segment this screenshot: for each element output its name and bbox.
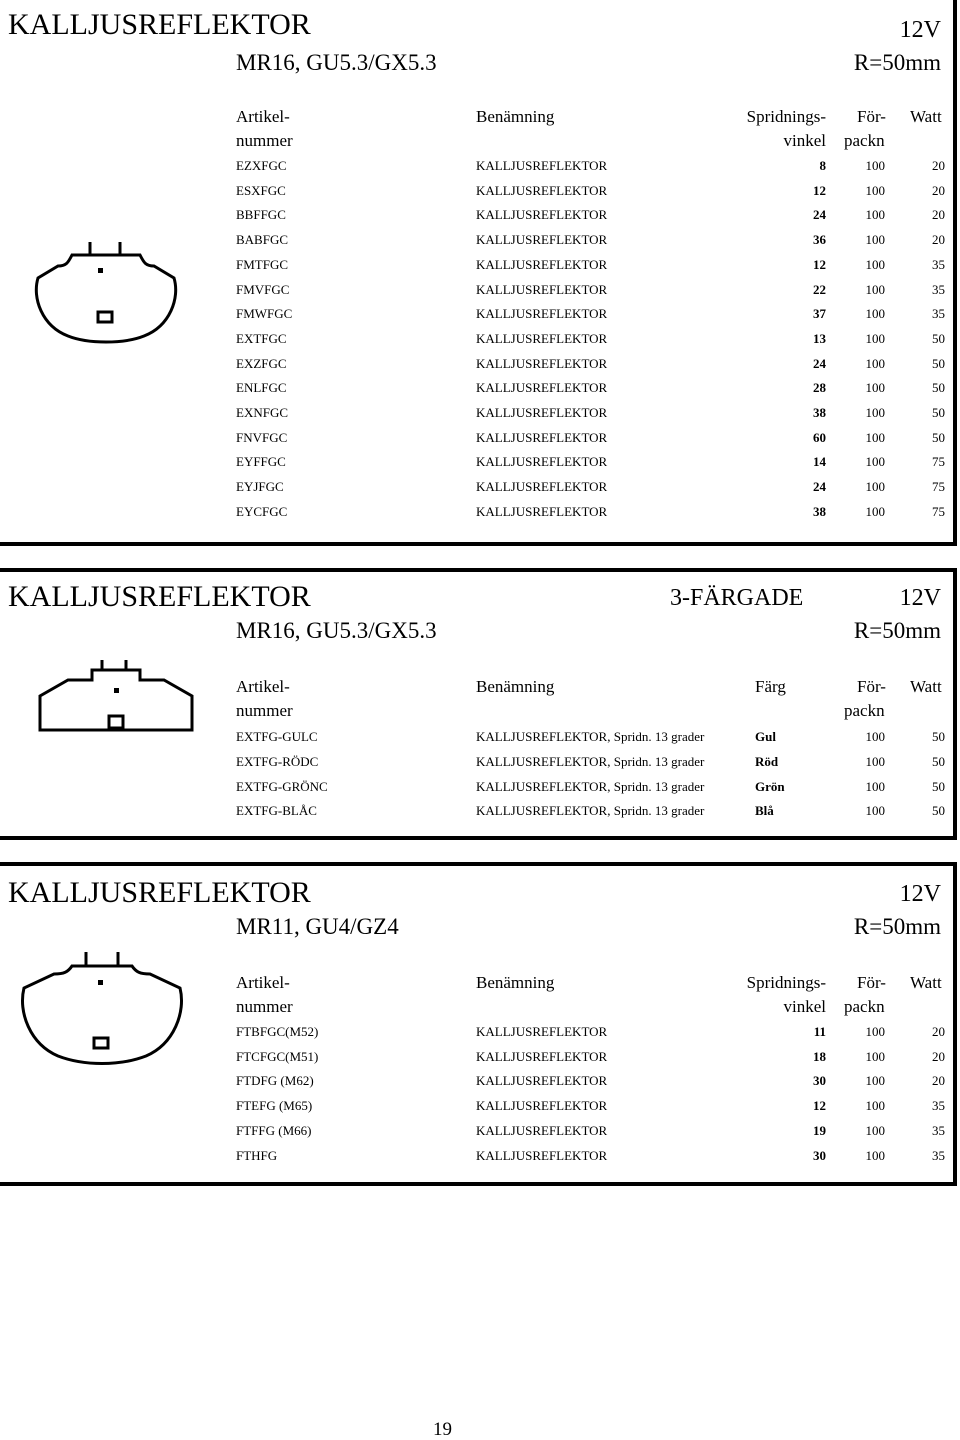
description: KALLJUSREFLEKTOR xyxy=(476,479,608,494)
header-benamning: Benämning xyxy=(476,973,555,992)
pack-size: 100 xyxy=(865,1073,885,1088)
lamp-reflector-icon xyxy=(28,238,184,348)
pack-size: 100 xyxy=(865,729,885,744)
pack-size: 100 xyxy=(865,803,885,818)
wattage: 20 xyxy=(932,1024,945,1039)
article-number: EXTFG-RÖDC xyxy=(236,754,319,769)
description: KALLJUSREFLEKTOR xyxy=(476,1024,608,1039)
pack-size: 100 xyxy=(865,306,885,321)
header-spridning: Spridnings- xyxy=(746,107,826,126)
wattage: 20 xyxy=(932,183,945,198)
header-vinkel: vinkel xyxy=(783,131,826,150)
color-name: Röd xyxy=(755,754,779,769)
article-number: EXTFGC xyxy=(236,331,287,346)
header-watt: Watt xyxy=(910,973,942,992)
header-nummer: nummer xyxy=(236,131,293,150)
description: KALLJUSREFLEKTOR xyxy=(476,282,608,297)
pack-size: 100 xyxy=(865,430,885,445)
wattage: 50 xyxy=(932,754,945,769)
description: KALLJUSREFLEKTOR xyxy=(476,331,608,346)
article-number: FTBFGC(M52) xyxy=(236,1024,319,1039)
product-section-mr16 xyxy=(0,0,957,546)
description: KALLJUSREFLEKTOR, Spridn. 13 grader xyxy=(476,803,705,818)
spread-angle: 18 xyxy=(813,1049,826,1064)
radius-label: R=50mm xyxy=(853,50,941,75)
pack-size: 100 xyxy=(865,1024,885,1039)
description: KALLJUSREFLEKTOR xyxy=(476,1098,608,1113)
section-title: KALLJUSREFLEKTOR xyxy=(8,8,311,41)
spread-angle: 24 xyxy=(813,356,826,371)
wattage: 50 xyxy=(932,380,945,395)
spread-angle: 60 xyxy=(813,430,826,445)
header-artikel: Artikel- xyxy=(236,107,290,126)
section-title: KALLJUSREFLEKTOR xyxy=(8,876,311,909)
wattage: 50 xyxy=(932,803,945,818)
wattage: 35 xyxy=(932,1123,945,1138)
article-number: FTFFG (M66) xyxy=(236,1123,312,1138)
page-number: 19 xyxy=(433,1419,452,1440)
pack-size: 100 xyxy=(865,479,885,494)
header-artikel: Artikel- xyxy=(236,677,290,696)
product-section-3-colored xyxy=(0,568,957,840)
section-title-colored: 3-FÄRGADE xyxy=(670,585,804,611)
wattage: 20 xyxy=(932,232,945,247)
spread-angle: 28 xyxy=(813,380,826,395)
article-number: FTHFG xyxy=(236,1148,278,1163)
spread-angle: 30 xyxy=(813,1148,826,1163)
article-number: EXNFGC xyxy=(236,405,289,420)
description: KALLJUSREFLEKTOR xyxy=(476,1073,608,1088)
description: KALLJUSREFLEKTOR xyxy=(476,504,608,519)
description: KALLJUSREFLEKTOR xyxy=(476,430,608,445)
socket-label: MR16, GU5.3/GX5.3 xyxy=(236,618,437,643)
spread-angle: 36 xyxy=(813,232,826,247)
description: KALLJUSREFLEKTOR xyxy=(476,1123,608,1138)
product-section-mr11 xyxy=(0,862,957,1186)
voltage-label: 12V xyxy=(899,585,941,611)
spread-angle: 8 xyxy=(819,158,826,173)
article-number: ESXFGC xyxy=(236,183,286,198)
description: KALLJUSREFLEKTOR, Spridn. 13 grader xyxy=(476,729,705,744)
pack-size: 100 xyxy=(865,183,885,198)
header-vinkel: vinkel xyxy=(783,997,826,1016)
radius-label: R=50mm xyxy=(853,914,941,939)
pack-size: 100 xyxy=(865,1049,885,1064)
wattage: 20 xyxy=(932,207,945,222)
pack-size: 100 xyxy=(865,380,885,395)
header-nummer: nummer xyxy=(236,701,293,720)
socket-label: MR11, GU4/GZ4 xyxy=(236,914,399,939)
header-farg: Färg xyxy=(755,677,786,696)
description: KALLJUSREFLEKTOR xyxy=(476,405,608,420)
pack-size: 100 xyxy=(865,1148,885,1163)
article-number: FTDFG (M62) xyxy=(236,1073,314,1088)
color-name: Grön xyxy=(755,779,785,794)
color-name: Blå xyxy=(755,803,774,818)
pack-size: 100 xyxy=(865,232,885,247)
description: KALLJUSREFLEKTOR xyxy=(476,207,608,222)
lamp-reflector-icon xyxy=(14,948,190,1068)
spread-angle: 24 xyxy=(813,207,826,222)
article-number: FNVFGC xyxy=(236,430,288,445)
article-number: EYCFGC xyxy=(236,504,288,519)
description: KALLJUSREFLEKTOR xyxy=(476,232,608,247)
article-number: FMTFGC xyxy=(236,257,289,272)
article-number: EXTFG-BLÅC xyxy=(236,803,317,818)
article-number: FMWFGC xyxy=(236,306,293,321)
description: KALLJUSREFLEKTOR xyxy=(476,158,608,173)
lamp-reflector-icon xyxy=(36,658,196,742)
header-nummer: nummer xyxy=(236,997,293,1016)
wattage: 20 xyxy=(932,158,945,173)
pack-size: 100 xyxy=(865,282,885,297)
description: KALLJUSREFLEKTOR, Spridn. 13 grader xyxy=(476,779,705,794)
header-spridning: Spridnings- xyxy=(746,973,826,992)
wattage: 35 xyxy=(932,1098,945,1113)
article-number: EXZFGC xyxy=(236,356,287,371)
wattage: 50 xyxy=(932,331,945,346)
pack-size: 100 xyxy=(865,1123,885,1138)
header-forpackn: För- xyxy=(857,677,886,696)
wattage: 50 xyxy=(932,779,945,794)
pack-size: 100 xyxy=(865,454,885,469)
radius-label: R=50mm xyxy=(853,618,941,643)
wattage: 20 xyxy=(932,1049,945,1064)
description: KALLJUSREFLEKTOR xyxy=(476,257,608,272)
article-number: EXTFG-GULC xyxy=(236,729,318,744)
description: KALLJUSREFLEKTOR, Spridn. 13 grader xyxy=(476,754,705,769)
spread-angle: 12 xyxy=(813,1098,826,1113)
pack-size: 100 xyxy=(865,257,885,272)
header-watt: Watt xyxy=(910,677,942,696)
pack-size: 100 xyxy=(865,331,885,346)
description: KALLJUSREFLEKTOR xyxy=(476,1148,608,1163)
spread-angle: 38 xyxy=(813,405,826,420)
pack-size: 100 xyxy=(865,754,885,769)
description: KALLJUSREFLEKTOR xyxy=(476,1049,608,1064)
article-number: FTCFGC(M51) xyxy=(236,1049,319,1064)
section-title: KALLJUSREFLEKTOR xyxy=(8,580,311,613)
header-watt: Watt xyxy=(910,107,942,126)
pack-size: 100 xyxy=(865,207,885,222)
header-artikel: Artikel- xyxy=(236,973,290,992)
wattage: 50 xyxy=(932,356,945,371)
header-packn: packn xyxy=(844,701,885,720)
article-number: FTEFG (M65) xyxy=(236,1098,313,1113)
article-number: BBFFGC xyxy=(236,207,286,222)
header-packn: packn xyxy=(844,131,885,150)
wattage: 75 xyxy=(932,454,945,469)
spread-angle: 24 xyxy=(813,479,826,494)
pack-size: 100 xyxy=(865,779,885,794)
description: KALLJUSREFLEKTOR xyxy=(476,380,608,395)
pack-size: 100 xyxy=(865,356,885,371)
article-number: EZXFGC xyxy=(236,158,287,173)
spread-angle: 38 xyxy=(813,504,826,519)
pack-size: 100 xyxy=(865,405,885,420)
pack-size: 100 xyxy=(865,504,885,519)
description: KALLJUSREFLEKTOR xyxy=(476,454,608,469)
wattage: 35 xyxy=(932,306,945,321)
spread-angle: 14 xyxy=(813,454,826,469)
pack-size: 100 xyxy=(865,158,885,173)
header-forpackn: För- xyxy=(857,973,886,992)
voltage-label: 12V xyxy=(899,17,941,43)
header-forpackn: För- xyxy=(857,107,886,126)
header-packn: packn xyxy=(844,997,885,1016)
spread-angle: 11 xyxy=(813,1024,826,1039)
socket-label: MR16, GU5.3/GX5.3 xyxy=(236,50,437,75)
spread-angle: 12 xyxy=(813,257,826,272)
article-number: FMVFGC xyxy=(236,282,290,297)
spread-angle: 13 xyxy=(813,331,826,346)
article-number: EYJFGC xyxy=(236,479,284,494)
wattage: 50 xyxy=(932,405,945,420)
wattage: 35 xyxy=(932,1148,945,1163)
article-number: ENLFGC xyxy=(236,380,287,395)
spread-angle: 19 xyxy=(813,1123,826,1138)
description: KALLJUSREFLEKTOR xyxy=(476,183,608,198)
header-benamning: Benämning xyxy=(476,677,555,696)
description: KALLJUSREFLEKTOR xyxy=(476,306,608,321)
spread-angle: 37 xyxy=(813,306,826,321)
wattage: 50 xyxy=(932,729,945,744)
header-benamning: Benämning xyxy=(476,107,555,126)
wattage: 35 xyxy=(932,257,945,272)
color-name: Gul xyxy=(755,729,776,744)
wattage: 75 xyxy=(932,504,945,519)
spread-angle: 30 xyxy=(813,1073,826,1088)
description: KALLJUSREFLEKTOR xyxy=(476,356,608,371)
wattage: 35 xyxy=(932,282,945,297)
spread-angle: 12 xyxy=(813,183,826,198)
wattage: 50 xyxy=(932,430,945,445)
wattage: 75 xyxy=(932,479,945,494)
article-number: BABFGC xyxy=(236,232,289,247)
spread-angle: 22 xyxy=(813,282,826,297)
wattage: 20 xyxy=(932,1073,945,1088)
article-number: EXTFG-GRÖNC xyxy=(236,779,328,794)
pack-size: 100 xyxy=(865,1098,885,1113)
article-number: EYFFGC xyxy=(236,454,286,469)
voltage-label: 12V xyxy=(899,881,941,907)
